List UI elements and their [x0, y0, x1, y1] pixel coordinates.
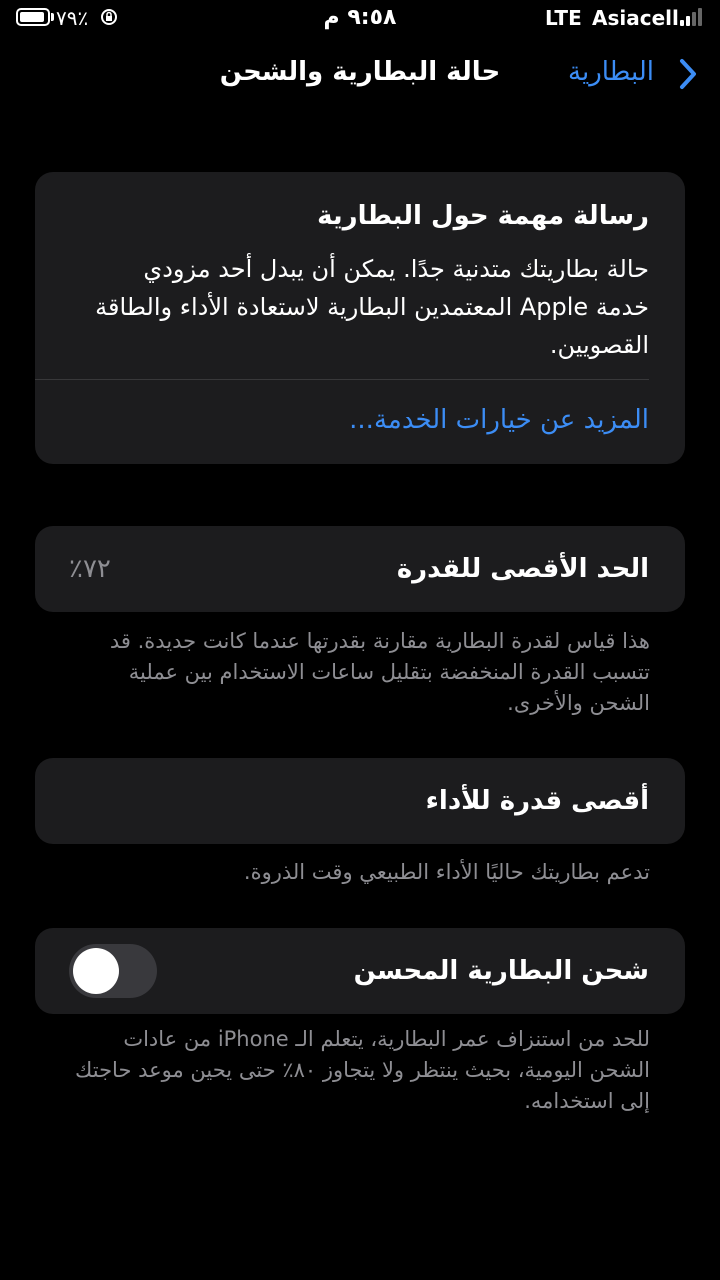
peak-performance-label: أقصى قدرة للأداء — [425, 786, 649, 816]
orientation-lock-icon — [100, 8, 118, 26]
divider — [35, 379, 649, 380]
max-capacity-note: هذا قياس لقدرة البطارية مقارنة بقدرتها عندما كانت جديدة. قد تتسبب القدرة المنخفضة بتقليل ساعات الاستخدام بين عملية الشحن والأخرى. — [109, 629, 650, 715]
back-button[interactable] — [558, 52, 704, 96]
chevron-right-icon — [678, 58, 698, 90]
service-options-link[interactable]: المزيد عن خيارات الخدمة... — [349, 405, 649, 435]
max-capacity-value: ٧٢٪ — [69, 554, 111, 584]
optimized-charging-row — [35, 928, 685, 1014]
battery-tip — [51, 13, 54, 21]
back-button-label: البطارية — [568, 57, 654, 87]
optimized-charging-toggle[interactable] — [69, 944, 157, 998]
max-capacity-label: الحد الأقصى للقدرة — [396, 554, 649, 584]
optimized-charging-note: للحد من استنزاف عمر البطارية، يتعلم الـ iPhone من عادات الشحن اليومية، بحيث ينتظر ولا يتجاوز ٨٠٪ حتى يحين موعد حاجتك إلى استخدامه. — [75, 1027, 650, 1113]
message-title: رسالة مهمة حول البطارية — [317, 201, 649, 231]
signal-icon — [680, 8, 706, 26]
peak-performance-note: تدعم بطاريتك حاليًا الأداء الطبيعي وقت الذروة. — [243, 860, 650, 884]
toggle-knob — [73, 948, 119, 994]
status-time: ٩:٥٨ م — [323, 5, 397, 30]
network-type: LTE — [545, 6, 582, 30]
status-bar — [0, 0, 720, 36]
message-body: حالة بطاريتك متدنية جدًا. يمكن أن يبدل أحد مزودي خدمة Apple المعتمدين البطارية لاستعادة الأداء والطاقة القصويين. — [95, 255, 649, 359]
page-title: حالة البطارية والشحن — [219, 57, 501, 87]
peak-performance-row — [35, 758, 685, 844]
battery-message-card — [35, 172, 685, 464]
max-capacity-row — [35, 526, 685, 612]
battery-percent: ٧٩٪ — [56, 6, 89, 30]
optimized-charging-label: شحن البطارية المحسن — [353, 956, 649, 986]
carrier-name: Asiacell — [592, 6, 679, 30]
battery-icon — [16, 8, 50, 26]
